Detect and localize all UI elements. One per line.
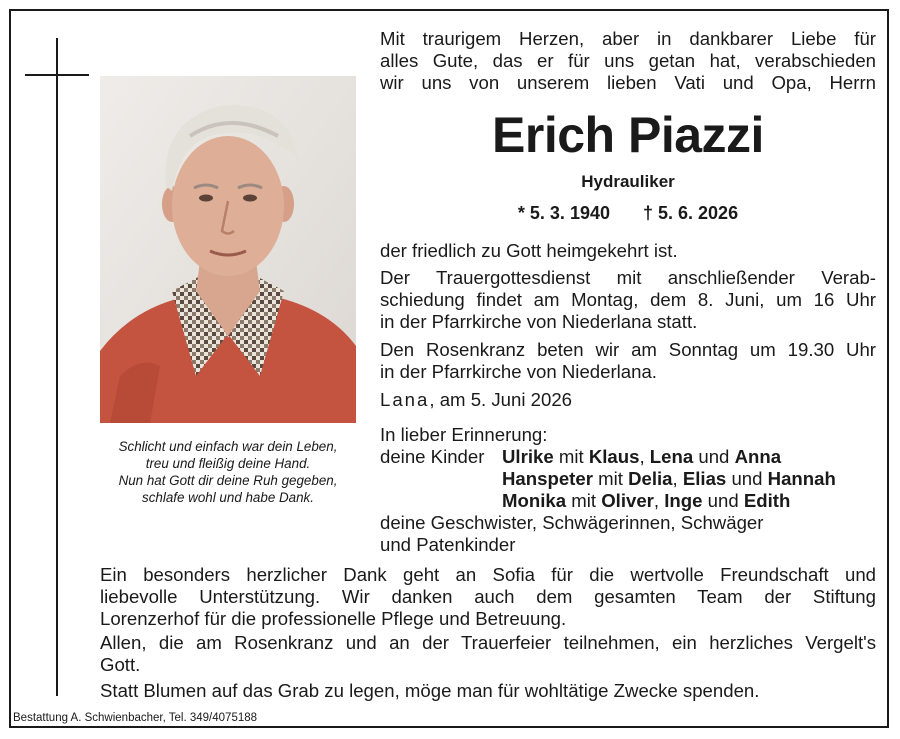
rosary-text: [380, 339, 876, 383]
connector: ,: [653, 490, 665, 511]
intro-line: alles Gute, das er für uns getan hat, verabschieden: [380, 50, 876, 71]
memory-heading: In lieber Erinnerung:: [380, 424, 548, 445]
thanks-line: Ein besonders herzlicher Dank geht an Sofia für die wertvolle Freundschaft und: [100, 564, 876, 585]
child-name: Hanspeter: [502, 468, 593, 489]
rosary-line: in der Pfarrkirche von Niederlana.: [380, 361, 657, 382]
date: , am 5. Juni 2026: [429, 389, 573, 410]
others-line: deine Geschwister, Schwägerinnen, Schwäger: [380, 512, 764, 533]
birth-date: * 5. 3. 1940: [517, 203, 610, 223]
rosary-line: Den Rosenkranz beten wir am Sonntag um 19.30 Uhr: [380, 339, 876, 360]
death-date: † 5. 6. 2026: [643, 203, 739, 223]
family-row: [380, 468, 876, 490]
grandchild-name: Oliver: [601, 490, 654, 511]
child-name: Ulrike: [502, 446, 554, 467]
life-dates: [380, 203, 876, 224]
child-name: Monika: [502, 490, 567, 511]
grandchild-name: Anna: [734, 446, 782, 467]
grandchild-name: Elias: [682, 468, 727, 489]
service-line: schiedung findet am Montag, dem 8. Juni, um 16 Uhr: [380, 289, 876, 310]
portrait-photo: [100, 76, 356, 423]
funeral-service-text: [380, 267, 876, 333]
memorial-poem: [96, 438, 360, 506]
grandchild-name: Delia: [628, 468, 673, 489]
flowers-note: [100, 680, 876, 702]
thanks-line: Lorenzerhof für die professionelle Pflege und Betreuung.: [100, 608, 567, 629]
connector: mit: [592, 468, 629, 489]
poem-line: Nun hat Gott dir deine Ruh gegeben,: [118, 473, 338, 488]
poem-line: treu und fleißig deine Hand.: [145, 456, 311, 471]
grandchild-name: Lena: [649, 446, 694, 467]
grandchild-name: Inge: [664, 490, 703, 511]
connector: und: [702, 490, 744, 511]
thanks-line: liebevolle Unterstützung. Wir danken auch dem gesamten Team der Stiftung: [100, 586, 876, 607]
passing-text: [380, 240, 876, 262]
occupation: Hydrauliker: [581, 172, 675, 191]
service-line: Der Trauergottesdienst mit anschließender Verab-: [380, 267, 876, 288]
children-lead: deine Kinder: [380, 446, 485, 467]
cross-icon-bar: [25, 74, 89, 76]
connector: mit: [553, 446, 589, 467]
deceased-name: Erich Piazzi: [492, 107, 764, 163]
vergelts-gott-paragraph: [100, 632, 876, 676]
flowers-line: Statt Blumen auf das Grab zu legen, möge man für wohltätige Zwecke spenden.: [100, 680, 760, 701]
connector: ,: [639, 446, 650, 467]
connector: und: [726, 468, 768, 489]
service-line: in der Pfarrkirche von Niederlana statt.: [380, 311, 698, 332]
grandchild-name: Hannah: [767, 468, 836, 489]
vergelts-line: Gott.: [100, 654, 141, 675]
intro-paragraph: [380, 28, 876, 94]
connector: und: [693, 446, 735, 467]
place: Lana: [380, 389, 430, 410]
poem-line: schlafe wohl und habe Dank.: [142, 490, 314, 505]
thanks-paragraph: [100, 564, 876, 630]
poem-line: Schlicht und einfach war dein Leben,: [118, 439, 338, 454]
connector: mit: [566, 490, 602, 511]
funeral-home-footer: Bestattung A. Schwienbacher, Tel. 349/4075188: [13, 712, 258, 724]
family-row: [380, 446, 876, 468]
passing-line: der friedlich zu Gott heimgekehrt ist.: [380, 240, 678, 261]
others-line: und Patenkinder: [380, 534, 516, 555]
indent: [380, 468, 502, 490]
intro-line: wir uns von unserem lieben Vati und Opa, Herrn: [380, 72, 876, 93]
place-date: [380, 389, 876, 411]
intro-line: Mit traurigem Herzen, aber in dankbarer Liebe für: [380, 28, 876, 49]
connector: ,: [672, 468, 683, 489]
grandchild-name: Klaus: [588, 446, 640, 467]
family-memory: [380, 424, 876, 556]
family-row: [380, 490, 876, 512]
vergelts-line: Allen, die am Rosenkranz und an der Trauerfeier teilnehmen, ein herzliches Vergelt's: [100, 632, 876, 653]
cross-icon: [56, 38, 58, 696]
grandchild-name: Edith: [743, 490, 791, 511]
indent: [380, 490, 502, 512]
